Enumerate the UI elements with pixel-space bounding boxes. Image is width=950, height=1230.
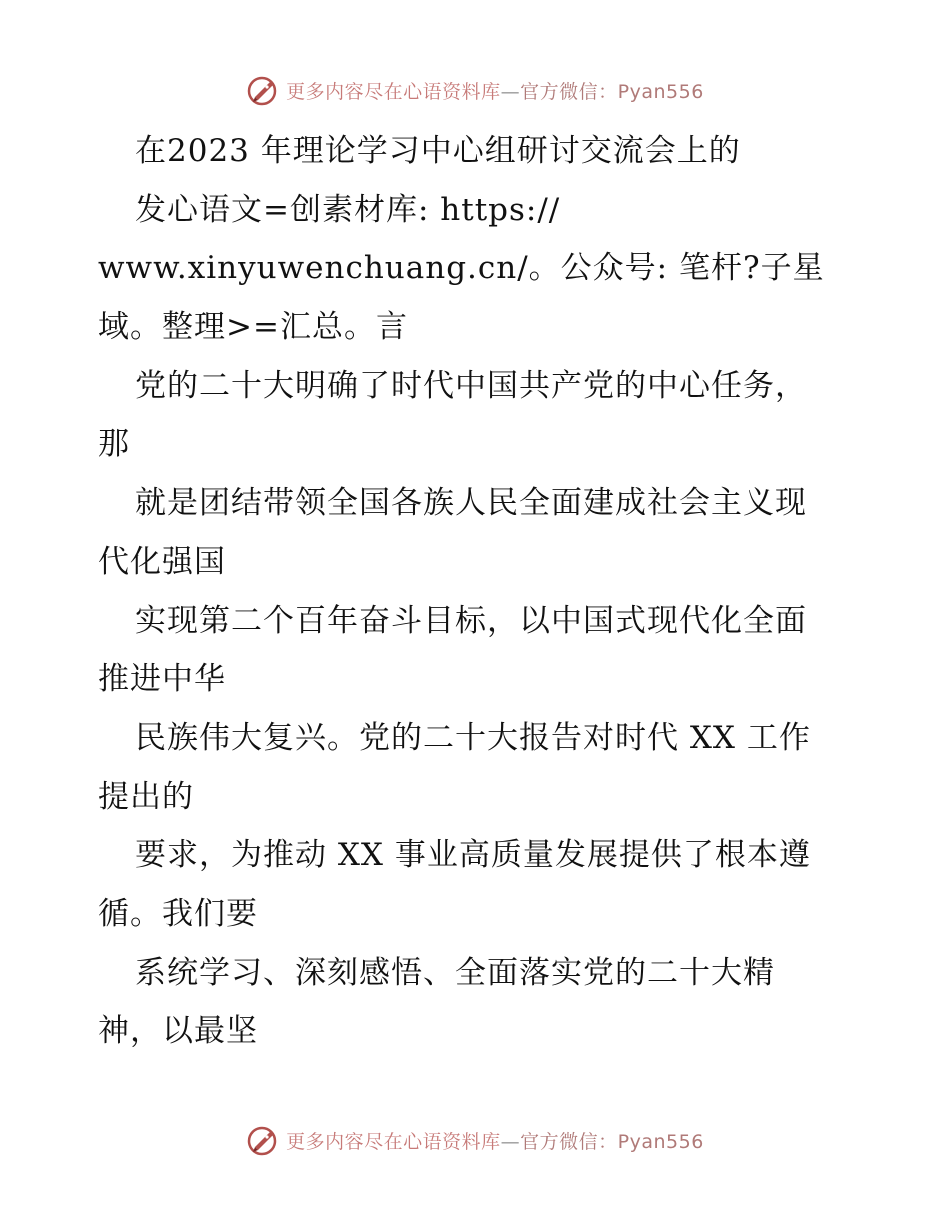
header-banner [0,72,950,108]
pen-logo-icon [246,1123,280,1157]
text-line: 民族伟大复兴。党的二十大报告对时代 XX 工作 [135,719,811,756]
text-line: 循。我们要 [98,895,258,932]
text-line: 就是团结带领全国各族人民全面建成社会主义现 [135,485,807,522]
banner-dash: — [500,80,521,103]
text-line: 那 [98,426,130,463]
banner-text [286,77,704,104]
text-line: 代化强国 [98,543,226,580]
text-line: www.xinyuwenchuang.cn/。公众号: 笔杆?子星 [98,250,825,287]
banner-text [286,1127,704,1154]
banner-wechat: 官方微信：Pyan556 [520,80,704,103]
text-line: 实现第二个百年奋斗目标，以中国式现代化全面 [135,602,807,639]
text-line: 域。整理>=汇总。言 [98,309,408,346]
text-line: 在2023 年理论学习中心组研讨交流会上的 [135,133,741,169]
text-line: 神，以最坚 [98,1013,258,1050]
text-line: 要求，为推动 XX 事业高质量发展提供了根本遵 [135,837,811,874]
pen-logo-icon [246,73,280,107]
text-line: 推进中华 [98,661,226,698]
footer-banner [0,1122,950,1158]
banner-wechat: 官方微信：Pyan556 [520,1130,704,1153]
banner-title: 更多内容尽在心语资料库 [286,80,501,103]
text-line: 党的二十大明确了时代中国共产党的中心任务， [135,367,807,404]
banner-title: 更多内容尽在心语资料库 [286,1130,501,1153]
text-line: 系统学习、深刻感悟、全面落实党的二十大精 [135,954,775,991]
document-body [98,122,858,1061]
text-line: 提出的 [98,778,194,815]
text-line: 发心语文=创素材库: https:// [135,191,561,228]
banner-dash: — [500,1130,521,1153]
